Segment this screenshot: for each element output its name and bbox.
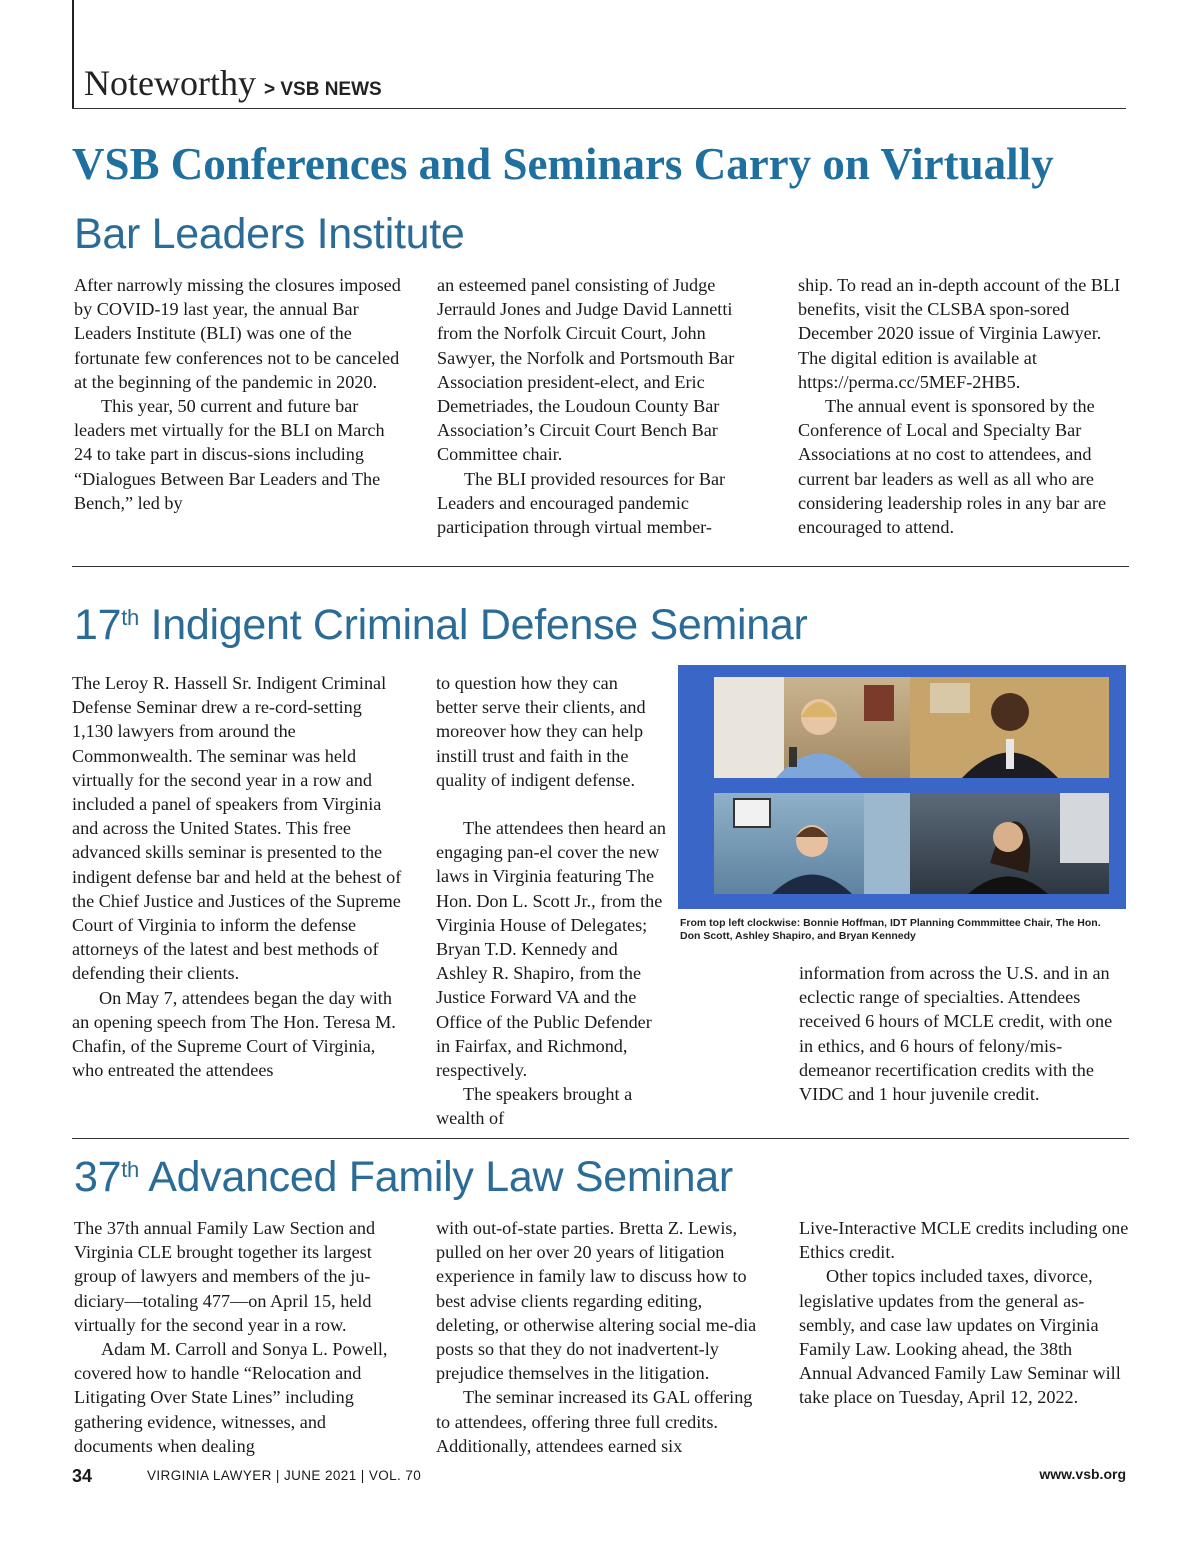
icds-column-2a (436, 671, 658, 792)
heading-number: 37 (74, 1153, 122, 1201)
paragraph: The attendees then heard an engaging pan-el cover the new laws in Virginia featuring The Hon. Don L. Scott Jr., from the Virginia House of Delegates; Bryan T.D. Kennedy and Ashley R. Shapiro, from the Justice Forward VA and the Office of the Public Defender in Fairfax, and Richmond, respectively. (436, 818, 666, 1081)
paragraph: This year, 50 current and future bar leaders met virtually for the BLI on March 24 to take part in discus-sions including “Dialogues Between Bar Leaders and The Bench,” led by (74, 396, 385, 513)
heading-text: Indigent Criminal Defense Seminar (138, 601, 808, 649)
heading-number: 17 (74, 601, 122, 649)
page-title: VSB Conferences and Seminars Carry on Virtually (72, 139, 1054, 189)
website-link[interactable]: www.vsb.org (1039, 1466, 1126, 1482)
paragraph: The 37th annual Family Law Section and Virginia CLE brought together its largest group of lawyers and members of the ju-diciary—totaling 477—on April 15, held virtually for the second year in a row. (74, 1218, 376, 1335)
participant-tile-hoffman (714, 677, 913, 778)
paragraph: The annual event is sponsored by the Conference of Local and Specialty Bar Associations at no cost to attendees, and current bar leaders as well as all who are considering leadership roles in any bar are encouraged to attend. (798, 396, 1107, 538)
heading-text: Advanced Family Law Seminar (138, 1153, 733, 1201)
paragraph: The Leroy R. Hassell Sr. Indigent Criminal Defense Seminar drew a re-cord-setting 1,130 lawyers from around the Commonwealth. The seminar was held virtually for the second year in a row and included a panel of speakers from Virginia and across the United States. This free advanced skills seminar is presented to the indigent defense bar and held at the behest of the Chief Justice and Justices of the Supreme Court of Virginia to inform the defense attorneys of the latest and best methods of defending their clients. (72, 673, 402, 984)
participant-image (714, 793, 913, 894)
participant-tile-shapiro (910, 793, 1109, 894)
video-call-photo (678, 665, 1126, 909)
participant-tile-kennedy (714, 793, 913, 894)
section-label (84, 62, 382, 104)
participant-image (714, 677, 913, 778)
section-name: Noteworthy (84, 63, 256, 103)
icds-column-3 (799, 961, 1129, 1106)
afl-column-2 (436, 1216, 766, 1458)
paragraph: After narrowly missing the closures imposed by COVID-19 last year, the annual Bar Leaders Institute (BLI) was one of the fortunate few conferences not to be canceled at the beginning of the pandemic in 2020. (74, 275, 401, 392)
paragraph: with out-of-state parties. Bretta Z. Lewis, pulled on her over 20 years of litigation experience in family law to discuss how to best advise clients regarding editing, deleting, or otherwise altering social me-dia posts so that they do not inadvertent-ly prejudice themselves in the litigation. (436, 1218, 757, 1384)
breadcrumb: > VSB NEWS (263, 79, 382, 100)
photo-caption: From top left clockwise: Bonnie Hoffman, IDT Planning Commmittee Chair, The Hon. Don Scott, Ashley Shapiro, and Bryan Kennedy (680, 917, 1101, 942)
paragraph: information from across the U.S. and in an eclectic range of specialties. Attendees received 6 hours of MCLE credit, with one in ethics, and 6 hours of felony/mis-demeanor recertification credits with the VIDC and 1 hour juvenile credit. (799, 963, 1113, 1105)
heading-ordinal: th (121, 605, 139, 630)
bli-column-1 (74, 273, 402, 515)
paragraph: Live-Interactive MCLE credits including one Ethics credit. (799, 1218, 1129, 1263)
paragraph: The seminar increased its GAL offering to attendees, offering three full credits. Additionally, attendees earned six (436, 1387, 753, 1456)
magazine-info: VIRGINIA LAWYER | JUNE 2021 | VOL. 70 (147, 1468, 422, 1483)
header-vertical-rule (72, 0, 74, 108)
page-number: 34 (72, 1466, 93, 1486)
paragraph: The BLI provided resources for Bar Leaders and encouraged pandemic participation through virtual member- (437, 468, 726, 538)
afl-column-1 (74, 1216, 402, 1458)
icds-column-1 (72, 671, 402, 1082)
afl-heading (74, 1153, 733, 1202)
paragraph: On May 7, attendees began the day with an opening speech from The Hon. Teresa M. Chafin, of the Supreme Court of Virginia, who entreated the attendees (72, 987, 396, 1081)
participant-tile-scott (910, 677, 1109, 778)
paragraph: The speakers brought a wealth of (436, 1084, 633, 1129)
heading-ordinal: th (121, 1157, 139, 1182)
participant-image (910, 677, 1109, 778)
paragraph: Adam M. Carroll and Sonya L. Powell, covered how to handle “Relocation and Litigating Over State Lines” including gathering evidence, witnesses, and documents when dealing (74, 1339, 388, 1456)
paragraph: an esteemed panel consisting of Judge Jerrauld Jones and Judge David Lannetti from the Norfolk Circuit Court, John Sawyer, the Norfolk and Portsmouth Bar Association president-elect, and Eric Demetriades, the Loudoun County Bar Association’s Circuit Court Bench Bar Committee chair. (437, 275, 735, 465)
section-divider (72, 1138, 1129, 1139)
paragraph: Other topics included taxes, divorce, legislative updates from the general as-sembly, and case law updates on Virginia Family Law. Looking ahead, the 38th Annual Advanced Family Law Seminar will take place on Tuesday, April 12, 2022. (799, 1266, 1121, 1408)
bli-column-2 (437, 273, 765, 539)
afl-column-3 (799, 1216, 1129, 1410)
icds-column-2b (436, 816, 666, 1131)
icds-heading (74, 601, 808, 650)
bli-heading: Bar Leaders Institute (74, 210, 465, 258)
paragraph: ship. To read an in-depth account of the BLI benefits, visit the CLSBA spon-sored December 2020 issue of Virginia Lawyer. The digital edition is available at https://perma.cc/5MEF-2HB5. (798, 275, 1121, 392)
paragraph: to question how they can better serve their clients, and moreover how they can help instill trust and faith in the quality of indigent defense. (436, 673, 646, 790)
participant-image (910, 793, 1109, 894)
header-rule (72, 108, 1126, 109)
bli-column-3 (798, 273, 1128, 539)
section-divider (72, 566, 1129, 567)
